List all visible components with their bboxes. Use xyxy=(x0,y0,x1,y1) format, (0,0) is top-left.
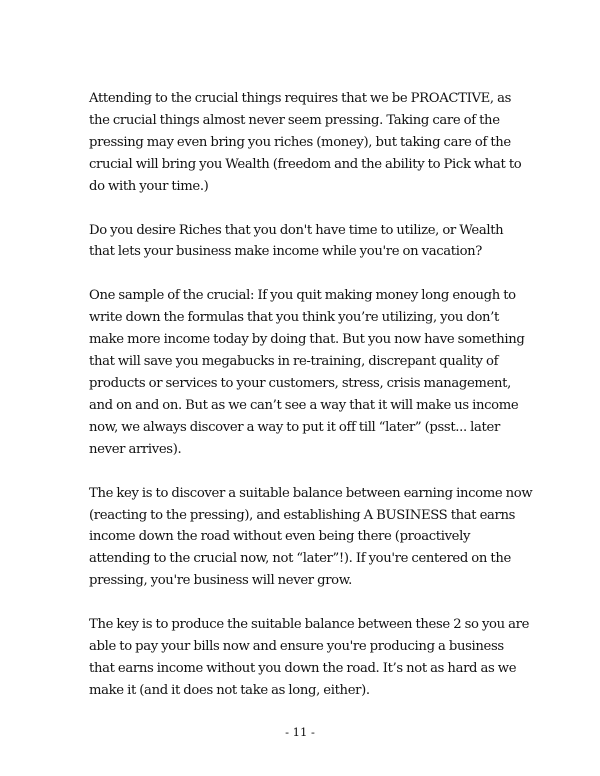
text-line: the crucial things almost never seem pressing. Taking care of the xyxy=(89,112,500,128)
text-line: pressing, you're business will never grow. xyxy=(89,573,352,589)
text-line: (reacting to the pressing), and establishing A BUSINESS that earns xyxy=(89,507,516,523)
text-line: able to pay your bills now and ensure you're producing a business xyxy=(89,639,504,655)
text-line: crucial will bring you Wealth (freedom and the ability to Pick what to xyxy=(89,156,522,172)
paragraph-produce-balance xyxy=(89,614,529,702)
text-line: now, we always discover a way to put it off till “later” (psst... later xyxy=(89,419,500,435)
text-line: Do you desire Riches that you don't have time to utilize, or Wealth xyxy=(89,222,504,238)
body-text xyxy=(89,88,533,724)
text-line: that lets your business make income while you're on vacation? xyxy=(89,244,483,260)
text-line: income down the road without even being there (proactively xyxy=(89,529,471,545)
paragraph-riches-or-wealth xyxy=(89,220,529,264)
text-line: write down the formulas that you think you’re utilizing, you don’t xyxy=(89,310,499,326)
text-line: and on and on. But as we can’t see a way that it will make us income xyxy=(89,397,519,413)
text-line: attending to the crucial now, not “later”!). If you're centered on the xyxy=(89,551,511,567)
paragraph-crucial-sample xyxy=(89,285,529,460)
page-number: - 11 - xyxy=(285,725,315,739)
text-line: The key is to produce the suitable balance between these 2 so you are xyxy=(89,617,530,633)
text-line: make more income today by doing that. But you now have something xyxy=(89,332,525,348)
text-line: pressing may even bring you riches (money), but taking care of the xyxy=(89,134,511,150)
paragraph-proactive xyxy=(89,88,529,198)
text-line: The key is to discover a suitable balance between earning income now xyxy=(89,485,533,501)
paragraph-balance xyxy=(89,483,533,593)
text-line: Attending to the crucial things requires that we be PROACTIVE, as xyxy=(89,91,512,106)
text-line: that earns income without you down the road. It’s not as hard as we xyxy=(89,660,517,676)
text-line: One sample of the crucial: If you quit making money long enough to xyxy=(89,288,516,304)
text-line: do with your time.) xyxy=(89,178,209,194)
text-line: never arrives). xyxy=(89,441,182,457)
text-line: that will save you megabucks in re-training, discrepant quality of xyxy=(89,354,499,370)
text-line: make it (and it does not take as long, either). xyxy=(89,682,370,698)
text-line: products or services to your customers, stress, crisis management, xyxy=(89,375,511,391)
